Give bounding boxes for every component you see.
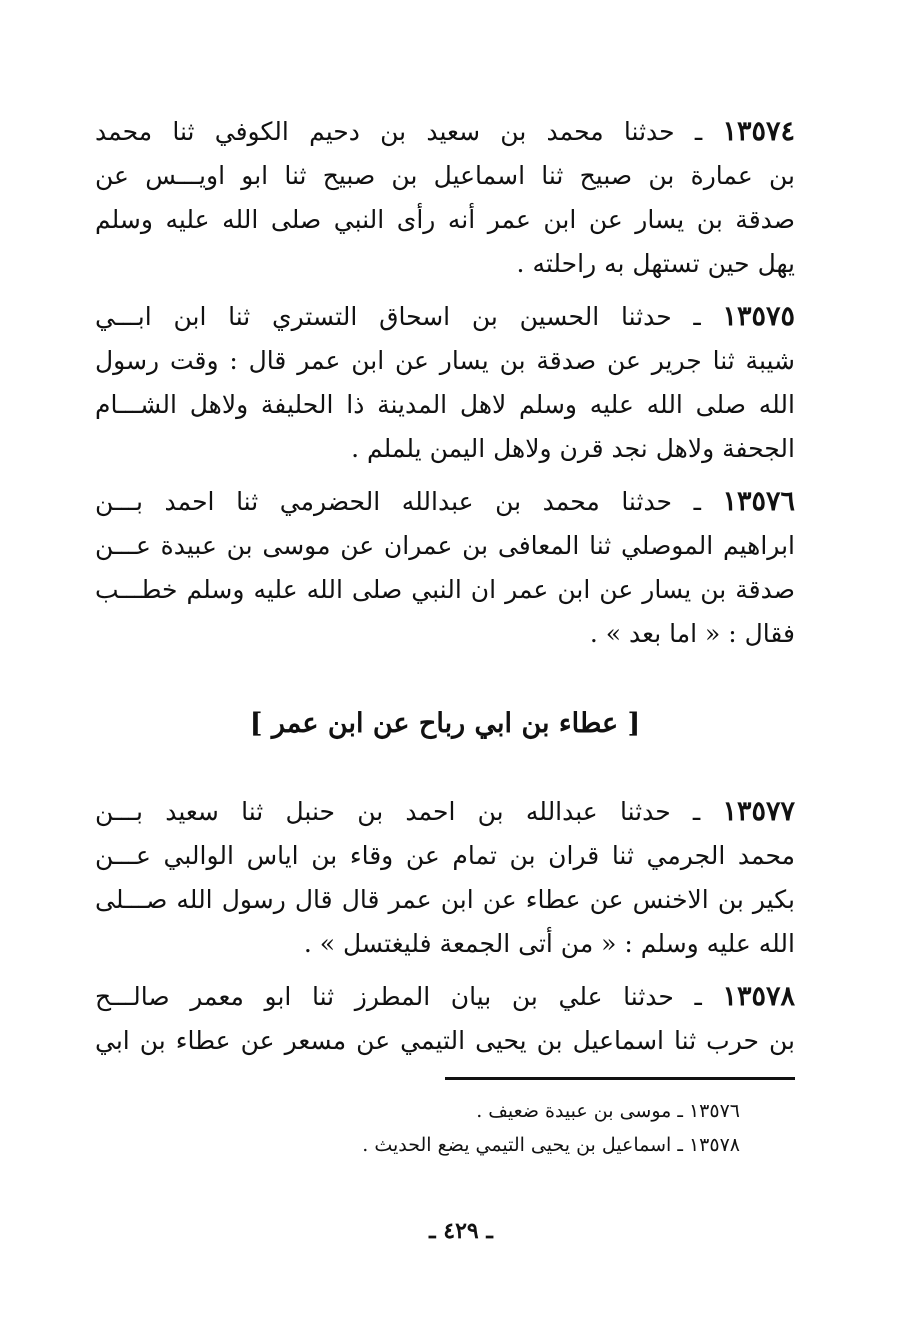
entry-line: ١٣٥٧٤ ـ حدثنا محمد بن سعيد بن دحيم الكوفي ثنا محمد [95,116,795,147]
page-number: ـ ٤٢٩ ـ [429,1218,493,1244]
hadith-entry [95,975,795,1063]
hadith-number: ١٣٥٧٧ [722,796,795,827]
entry-line: يهل حين تستهل به راحلته . [516,249,795,278]
entry-line: صدقة بن يسار عن ابن عمر أنه رأى النبي صلى الله عليه وسلم [95,205,795,234]
hadith-number: ١٣٥٧٨ [722,981,795,1012]
entry-line: ١٣٥٧٦ ـ حدثنا محمد بن عبدالله الحضرمي ثنا احمد بـــن [95,486,795,517]
hadith-entry [95,790,795,966]
hadith-entry [95,295,795,471]
hadith-number: ١٣٥٧٤ [722,116,795,147]
footnote: ١٣٥٧٦ ـ موسى بن عبيدة ضعيف . [476,1100,740,1122]
hadith-entry [95,480,795,656]
entry-line: الله صلى الله عليه وسلم لاهل المدينة ذا الحليفة ولاهل الشـــام [95,390,795,419]
entry-line: محمد الجرمي ثنا قران بن تمام عن وقاء بن اياس الوالبي عـــن [95,841,795,870]
page-body [95,110,795,1162]
entry-line: الجحفة ولاهل نجد قرن ولاهل اليمن يلملم . [351,434,795,463]
entry-line: ١٣٥٧٨ ـ حدثنا علي بن بيان المطرز ثنا ابو معمر صالـــح [95,981,795,1012]
entry-line: ١٣٥٧٧ ـ حدثنا عبدالله بن احمد بن حنبل ثنا سعيد بـــن [95,796,795,827]
hadith-number: ١٣٥٧٥ [722,301,795,332]
footnote: ١٣٥٧٨ ـ اسماعيل بن يحيى التيمي يضع الحديث . [362,1134,740,1156]
entry-line: بن عمارة بن صبيح ثنا اسماعيل بن صبيح ثنا ابو اويـــس عن [95,161,795,190]
entry-line: صدقة بن يسار عن ابن عمر ان النبي صلى الله عليه وسلم خطـــب [95,575,795,604]
entry-line: شيبة ثنا جرير عن صدقة بن يسار عن ابن عمر قال : وقت رسول [95,346,795,375]
entry-line: فقال : « اما بعد » . [589,619,795,648]
section-heading: [ عطاء بن ابي رباح عن ابن عمر ] [249,708,641,739]
entry-line: بن حرب ثنا اسماعيل بن يحيى التيمي عن مسعر عن عطاء بن ابي [95,1026,795,1055]
entry-line: بكير بن الاخنس عن عطاء عن ابن عمر قال قال رسول الله صـــلى [95,885,795,914]
entry-line: ١٣٥٧٥ ـ حدثنا الحسين بن اسحاق التستري ثنا ابن ابـــي [95,301,795,332]
hadith-number: ١٣٥٧٦ [722,486,795,517]
entry-line: الله عليه وسلم : « من أتى الجمعة فليغتسل » . [303,929,795,958]
entry-line: ابراهيم الموصلي ثنا المعافى بن عمران عن موسى بن عبيدة عـــن [95,531,795,560]
hadith-entry [95,110,795,286]
footnote-divider [445,1077,795,1080]
